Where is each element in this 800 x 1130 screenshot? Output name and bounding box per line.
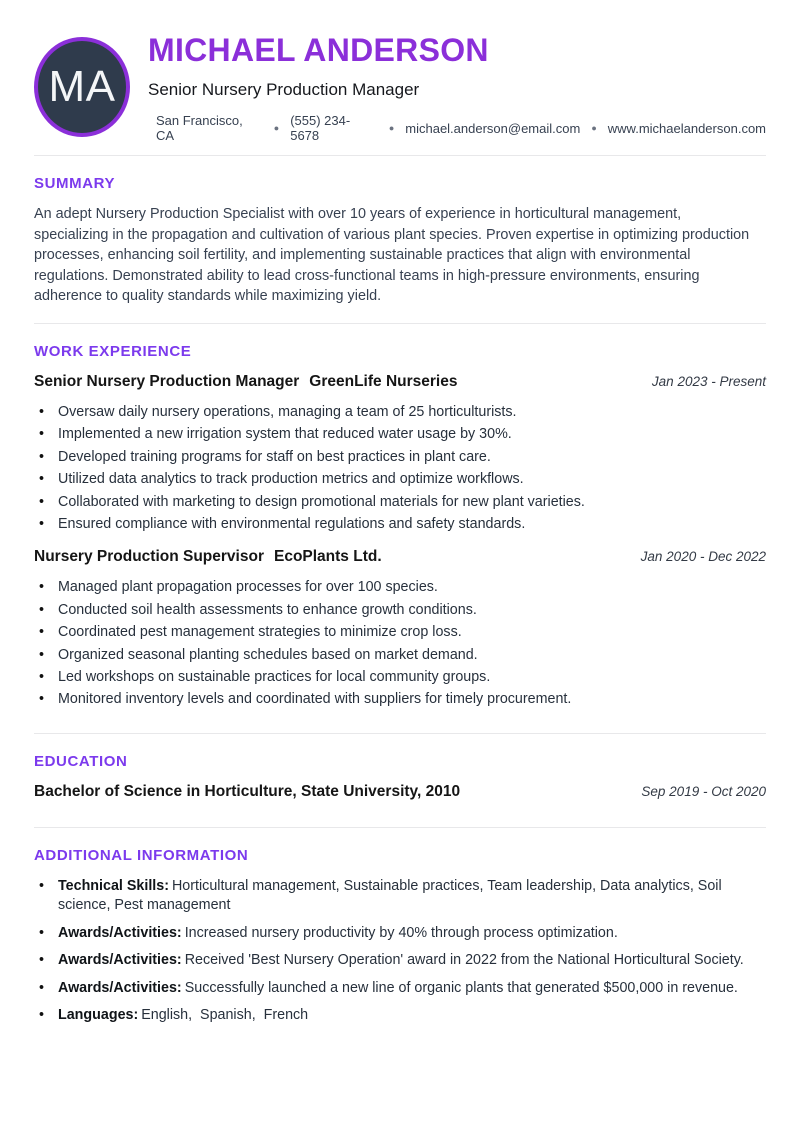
job-bullet — [39, 688, 766, 710]
job-bullet-list — [39, 401, 766, 535]
job-bullet-text: Managed plant propagation processes for over 100 species. — [58, 579, 438, 596]
bullet-icon — [39, 644, 44, 666]
bullet-icon — [39, 513, 44, 535]
info-item — [39, 1006, 763, 1026]
job-entry — [34, 373, 766, 535]
contact-email: michael.anderson@email.com — [405, 120, 581, 136]
job-bullet-text: Conducted soil health assessments to enhance growth conditions. — [58, 601, 477, 618]
info-item-text: Horticultural management, Sustainable practices, Team leadership, Data analytics, Soil science, Pest management — [58, 877, 726, 914]
job-header — [34, 373, 766, 391]
job-entry — [34, 548, 766, 710]
job-position: Senior Nursery Production Manager — [34, 372, 300, 390]
bullet-icon — [39, 1006, 44, 1026]
job-bullet-text: Utilized data analytics to track production metrics and optimize workflows. — [58, 471, 524, 488]
summary-text: An adept Nursery Production Specialist with over 10 years of experience in horticultural management, specializing in the propagation and cultivation of various plant species. Proven expertise in optimizing production processes, enhancing soil fertility, and implementing sustainable practices that align with environmental regulations. Demonstrated ability to lead cross-functional teams in high-pressure environments, ensuring adherence to quality standards while maximizing yield. — [34, 206, 750, 305]
work-section-title: WORK EXPERIENCE — [34, 342, 192, 360]
dot-separator-icon: ● — [273, 123, 280, 133]
job-header — [34, 548, 766, 566]
job-bullet — [39, 491, 766, 513]
summary-section-title: SUMMARY — [34, 175, 116, 192]
info-item-label: Awards/Activities: — [58, 952, 182, 969]
info-item-label: Awards/Activities: — [58, 979, 182, 996]
summary-section — [34, 156, 766, 307]
candidate-name: MICHAEL ANDERSON — [148, 32, 489, 68]
job-title-company — [34, 548, 382, 566]
bullet-icon — [39, 666, 44, 688]
bullet-icon — [39, 423, 44, 445]
info-item-label: Technical Skills: — [58, 877, 169, 894]
job-bullet-text: Monitored inventory levels and coordinated with suppliers for timely procurement. — [58, 691, 572, 708]
additional-section-title: ADDITIONAL INFORMATION — [34, 846, 249, 864]
info-item-text: English, Spanish, French — [141, 1007, 309, 1024]
info-item-text: Received 'Best Nursery Operation' award in 2022 from the National Horticultural Society. — [184, 952, 744, 969]
contact-row — [156, 113, 766, 143]
avatar — [34, 37, 130, 137]
bullet-icon — [39, 688, 44, 710]
contact-location: San Francisco, CA — [156, 113, 243, 143]
bullet-icon — [39, 468, 44, 490]
job-company: GreenLife Nurseries — [309, 372, 458, 390]
info-item-text: Successfully launched a new line of organic plants that generated $500,000 in revenue. — [184, 979, 738, 996]
job-bullet — [39, 401, 766, 423]
job-bullet — [39, 644, 766, 666]
job-bullet-text: Implemented a new irrigation system that reduced water usage by 30%. — [58, 426, 512, 443]
bullet-icon — [39, 979, 44, 999]
bullet-icon — [39, 576, 44, 598]
info-item-label: Languages: — [58, 1007, 139, 1024]
job-bullet-text: Oversaw daily nursery operations, managing a team of 25 horticulturists. — [58, 403, 517, 420]
job-bullet-text: Ensured compliance with environmental regulations and safety standards. — [58, 516, 526, 532]
bullet-icon — [39, 401, 44, 423]
bullet-icon — [39, 599, 44, 621]
job-company: EcoPlants Ltd. — [273, 548, 382, 566]
job-bullet-text: Developed training programs for staff on best practices in plant care. — [58, 448, 491, 465]
job-dates: Jan 2020 - Dec 2022 — [640, 549, 766, 565]
dot-separator-icon: ● — [591, 123, 597, 133]
info-item — [39, 877, 763, 916]
contact-phone: (555) 234-5678 — [290, 113, 351, 143]
candidate-job-title: Senior Nursery Production Manager — [148, 80, 420, 99]
job-bullet — [39, 621, 766, 643]
job-dates: Jan 2023 - Present — [651, 373, 766, 389]
info-item — [39, 951, 763, 971]
job-bullet — [39, 576, 766, 598]
job-bullet — [39, 446, 766, 468]
job-bullet — [39, 423, 766, 445]
job-position: Nursery Production Supervisor — [34, 548, 264, 566]
job-bullet-text: Led workshops on sustainable practices for local community groups. — [58, 669, 491, 686]
resume-header — [34, 30, 766, 143]
job-bullet — [39, 666, 766, 688]
additional-information-section — [34, 828, 766, 1026]
bullet-icon — [39, 491, 44, 513]
info-item — [39, 979, 763, 999]
additional-info-list — [39, 877, 766, 1026]
job-bullet-text: Coordinated pest management strategies to minimize crop loss. — [58, 624, 462, 641]
info-item-label: Awards/Activities: — [58, 924, 182, 941]
bullet-icon — [39, 951, 44, 971]
bullet-icon — [39, 877, 44, 897]
education-degree: Bachelor of Science in Horticulture, State University, 2010 — [34, 782, 461, 800]
education-dates: Sep 2019 - Oct 2020 — [641, 783, 766, 799]
job-bullet — [39, 599, 766, 621]
job-bullet-text: Organized seasonal planting schedules based on market demand. — [58, 646, 478, 663]
contact-website: www.michaelanderson.com — [607, 120, 766, 136]
job-bullet-text: Collaborated with marketing to design promotional materials for new plant varieties. — [58, 493, 585, 510]
bullet-icon — [39, 924, 44, 944]
education-section — [34, 734, 766, 801]
job-bullet — [39, 468, 766, 490]
bullet-icon — [39, 621, 44, 643]
info-item — [39, 924, 763, 944]
work-experience-section — [34, 324, 766, 711]
info-item-text: Increased nursery productivity by 40% through process optimization. — [184, 924, 618, 941]
header-text — [148, 30, 766, 143]
dot-separator-icon: ● — [388, 123, 395, 133]
education-entry — [34, 783, 766, 801]
bullet-icon — [39, 446, 44, 468]
job-title-company — [34, 373, 457, 391]
job-bullet — [39, 513, 766, 535]
education-section-title: EDUCATION — [34, 752, 128, 770]
avatar-initials: MA — [48, 61, 116, 111]
job-bullet-list — [39, 576, 766, 710]
